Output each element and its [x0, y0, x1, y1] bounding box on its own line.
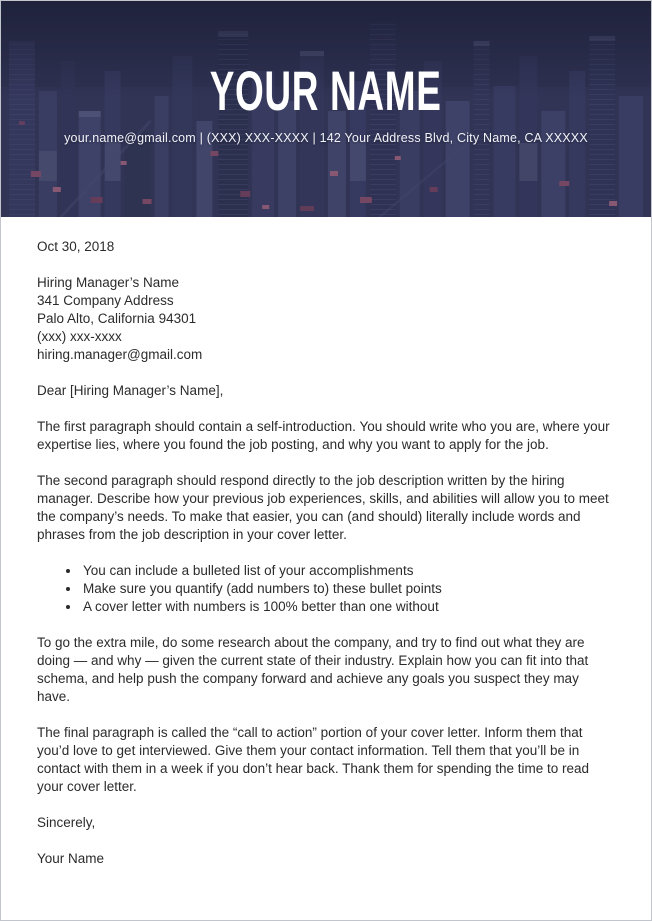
applicant-name-title: YOUR NAME: [210, 59, 442, 122]
contact-info-line: your.name@gmail.com | (XXX) XXX-XXXX | 142 Your Address Blvd, City Name, CA XXXXX: [64, 131, 588, 145]
recipient-city-line: Palo Alto, California 94301: [37, 311, 197, 326]
recipient-block: [37, 274, 615, 364]
signature-name: Your Name: [37, 851, 105, 866]
bullet-list: [37, 562, 615, 616]
recipient-name: Hiring Manager’s Name: [37, 275, 180, 290]
date-text: Oct 30, 2018: [37, 239, 115, 254]
header-content: [1, 1, 651, 145]
paragraph-final: The final paragraph is called the “call to action” portion of your cover letter. Inform them that you’d love to get interviewed. Give them your contact information. Tell them that you’ll be in contact with them in a week if you don’t hear back. Thank them for spending the time to read your cover letter.: [37, 725, 590, 794]
salutation: Dear [Hiring Manager’s Name],: [37, 383, 224, 398]
paragraph-extra-mile: To go the extra mile, do some research about the company, and try to find out what they are doing — and why — given the current state of their industry. Explain how you can fit into that schema, and help push the company forward and achieve any goals you suspect they may have.: [37, 635, 589, 704]
bullet-item: • You can include a bulleted list of your accomplishments: [81, 562, 615, 580]
bullet-item: • Make sure you quantify (add numbers to) these bullet points: [81, 580, 615, 598]
paragraph-intro: The first paragraph should contain a self-introduction. You should write who you are, where your expertise lies, where you found the job posting, and why you want to apply for the job.: [37, 419, 610, 452]
letter-body: [1, 217, 651, 868]
recipient-phone: (xxx) xxx-xxxx: [37, 329, 122, 344]
closing-text: Sincerely,: [37, 815, 96, 830]
paragraph-second: The second paragraph should respond directly to the job description written by the hiring manager. Describe how your previous job experiences, skills, and abilities will allow you to meet the company’s needs. To make that easier, you can (and should) literally include words and phrases from the job description in your cover letter.: [37, 473, 609, 542]
header-banner: [1, 1, 651, 217]
recipient-email: hiring.manager@gmail.com: [37, 347, 203, 362]
recipient-address-line: 341 Company Address: [37, 293, 174, 308]
bullet-item: • A cover letter with numbers is 100% better than one without: [81, 598, 615, 616]
